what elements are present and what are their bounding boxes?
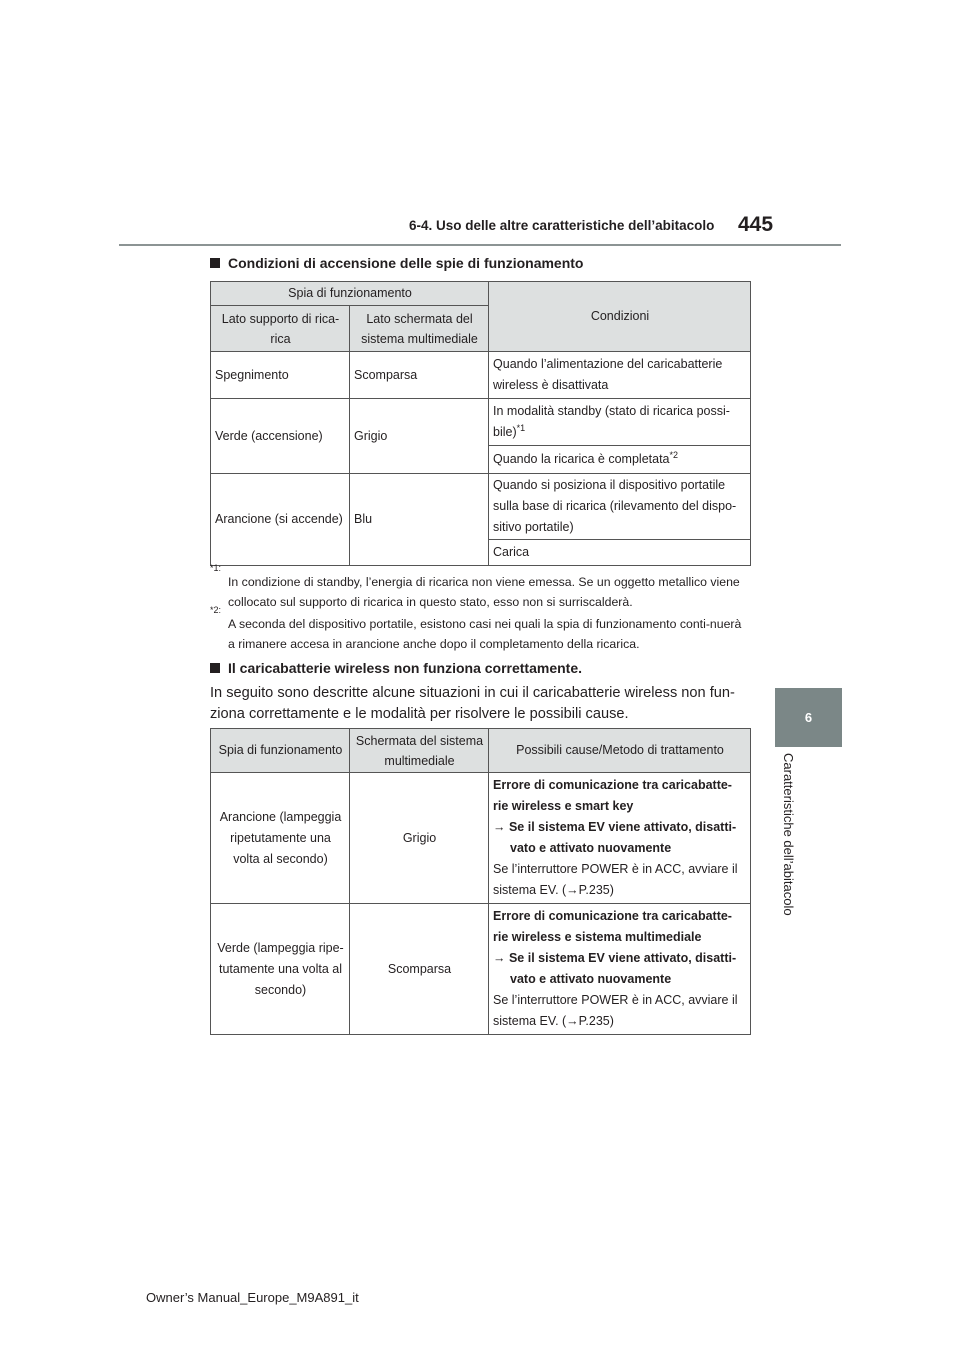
section-heading-conditions: Condizioni di accensione delle spie di funzionamento bbox=[210, 255, 583, 271]
note-text: Se l’interruttore POWER è in ACC, avviare il sistema EV. (→P.235) bbox=[493, 862, 738, 897]
square-bullet-icon bbox=[210, 663, 220, 673]
table-row bbox=[211, 474, 751, 540]
chapter-label: Caratteristiche dell’abitacolo bbox=[781, 753, 796, 916]
charger-state: Arancione (si accende) bbox=[211, 474, 350, 566]
cause-text: Errore di comunicazione tra caricabatte- rie wireless e sistema multimediale bbox=[493, 909, 732, 944]
table-row bbox=[211, 352, 751, 399]
section-heading-troubleshooting: Il caricabatterie wireless non funziona correttamente. bbox=[210, 660, 582, 676]
action-text: → Se il sistema EV viene attivato, disatti- vato e attivato nuovamente bbox=[493, 951, 737, 986]
table-row bbox=[211, 904, 751, 1035]
header-screen: Schermata del sistema multimediale bbox=[350, 729, 489, 773]
indicator-state: Verde (lampeggia ripe- tutamente una volta al secondo) bbox=[211, 904, 350, 1035]
header-causes: Possibili cause/Metodo di trattamento bbox=[489, 729, 751, 773]
cause-text: Errore di comunicazione tra caricabatte- rie wireless e smart key bbox=[493, 778, 732, 813]
table-row bbox=[211, 773, 751, 904]
screen-state: Grigio bbox=[350, 399, 489, 474]
header-charger-side: Lato supporto di rica- rica bbox=[211, 306, 350, 352]
chapter-number: 6 bbox=[804, 710, 813, 725]
charger-state: Spegnimento bbox=[211, 352, 350, 399]
header-screen-side: Lato schermata del sistema multimediale bbox=[350, 306, 489, 352]
troubleshooting-table bbox=[210, 728, 751, 1035]
footnote-ref: *1 bbox=[516, 422, 526, 433]
screen-state: Scomparsa bbox=[350, 904, 489, 1035]
footnote-ref: *2 bbox=[669, 449, 679, 460]
conditions-table bbox=[210, 281, 751, 566]
screen-state: Grigio bbox=[350, 773, 489, 904]
header-rule bbox=[119, 244, 841, 246]
charger-state: Verde (accensione) bbox=[211, 399, 350, 474]
condition: Quando si posiziona il dispositivo portatile sulla base di ricarica (rilevamento del dispo- sitivo portatile) bbox=[489, 474, 751, 540]
page-number: 445 bbox=[738, 213, 774, 236]
intro-paragraph: In seguito sono descritte alcune situazioni in cui il caricabatterie wireless non fun-ziona correttamente e le modalità per risolvere le possibili cause. bbox=[210, 685, 735, 722]
footnote-2: *2: A seconda del dispositivo portatile, esistono casi nei quali la spia di funzionamento conti-nuerà a rimanere accesa in arancione anche dopo il completamento della ricarica. bbox=[210, 605, 742, 651]
footer-label: Owner’s Manual_Europe_M9A891_it bbox=[146, 1290, 359, 1305]
table-row bbox=[211, 399, 751, 446]
cause-cell bbox=[489, 773, 751, 904]
chapter-tab bbox=[775, 688, 842, 747]
indicator-state: Arancione (lampeggia ripetutamente una volta al secondo) bbox=[211, 773, 350, 904]
condition: Quando l’alimentazione del caricabatterie wireless è disattivata bbox=[489, 352, 751, 399]
screen-state: Scomparsa bbox=[350, 352, 489, 399]
header-indicator: Spia di funzionamento bbox=[211, 729, 350, 773]
footnote-1: *1: In condizione di standby, l’energia di ricarica non viene emessa. Se un oggetto metallico viene collocato sul supporto di ricarica in questo stato, esso non si surriscalderà. bbox=[210, 563, 740, 609]
header-indicator-group: Spia di funzionamento bbox=[211, 282, 489, 306]
cause-cell bbox=[489, 904, 751, 1035]
condition: Carica bbox=[489, 540, 751, 566]
action-text: → Se il sistema EV viene attivato, disatti- vato e attivato nuovamente bbox=[493, 820, 737, 855]
header-conditions: Condizioni bbox=[489, 282, 751, 352]
note-text: Se l’interruttore POWER è in ACC, avviare il sistema EV. (→P.235) bbox=[493, 993, 738, 1028]
square-bullet-icon bbox=[210, 258, 220, 268]
section-title: 6-4. Uso delle altre caratteristiche dell’abitacolo bbox=[409, 218, 715, 233]
condition: In modalità standby (stato di ricarica possi- bile)$^{*1}$ bbox=[489, 399, 751, 446]
condition: Quando la ricarica è completata$^{*2}$ bbox=[489, 446, 751, 474]
screen-state: Blu bbox=[350, 474, 489, 566]
